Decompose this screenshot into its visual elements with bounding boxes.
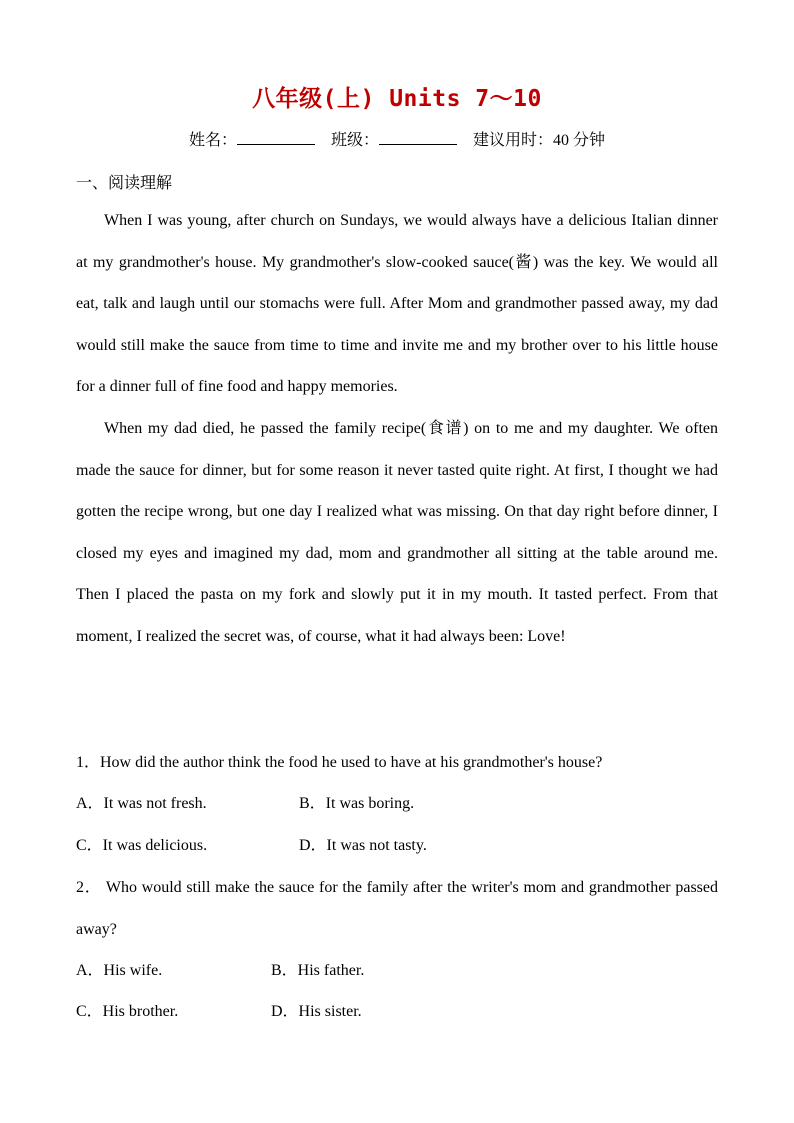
question-1-option-c[interactable]: C．It was delicious. [76, 837, 208, 854]
question-2-option-a[interactable]: A．His wife. [76, 962, 163, 979]
section-heading-reading: 一、阅读理解 [76, 175, 173, 192]
question-1-option-d[interactable]: D．It was not tasty. [299, 837, 427, 854]
page-title: 八年级(上) Units 7～10 [252, 86, 542, 112]
student-info-line [0, 127, 794, 150]
question-2-option-c[interactable]: C．His brother. [76, 1003, 179, 1020]
question-2-text: 2． Who would still make the sauce for the family after the writer's mom and grandmother passed away? [76, 879, 718, 938]
passage-paragraph: When my dad died, he passed the family recipe(食谱) on to me and my daughter. We often made the sauce for dinner, but for some reason it never tasted quite right. At first, I thought we had gotten the recipe wrong, but one day I realized what was missing. On that day right before dinner, I closed my eyes and imagined my dad, mom and grandmother all sitting at the table around me. Then I placed the pasta on my fork and slowly put it in my mouth. It tasted perfect. From that moment, I realized the secret was, of course, what it had always been: Love! [76, 419, 718, 645]
question-2-option-b[interactable]: B．His father. [271, 962, 365, 979]
name-blank[interactable] [237, 130, 315, 145]
suggested-time-label: 建议用时：40 分钟 [473, 132, 606, 149]
class-label: 班级： [330, 132, 379, 149]
passage-paragraph: When I was young, after church on Sundays, we would always have a delicious Italian dinner at my grandmother's house. My grandmother's slow-cooked sauce(酱) was the key. We would all eat, talk and laugh until our stomachs were full. After Mom and grandmother passed away, my dad would still make the sauce from time to time and invite me and my brother over to his little house for a dinner full of fine food and happy memories. [76, 212, 719, 396]
name-label: 姓名： [188, 132, 237, 149]
question-1-option-b[interactable]: B．It was boring. [299, 795, 415, 812]
question-1-option-a[interactable]: A．It was not fresh. [76, 795, 207, 812]
question-2-option-d[interactable]: D．His sister. [271, 1003, 362, 1020]
class-blank[interactable] [379, 130, 457, 145]
question-1-text: 1．How did the author think the food he used to have at his grandmother's house? [76, 754, 603, 771]
reading-passage [76, 200, 718, 658]
